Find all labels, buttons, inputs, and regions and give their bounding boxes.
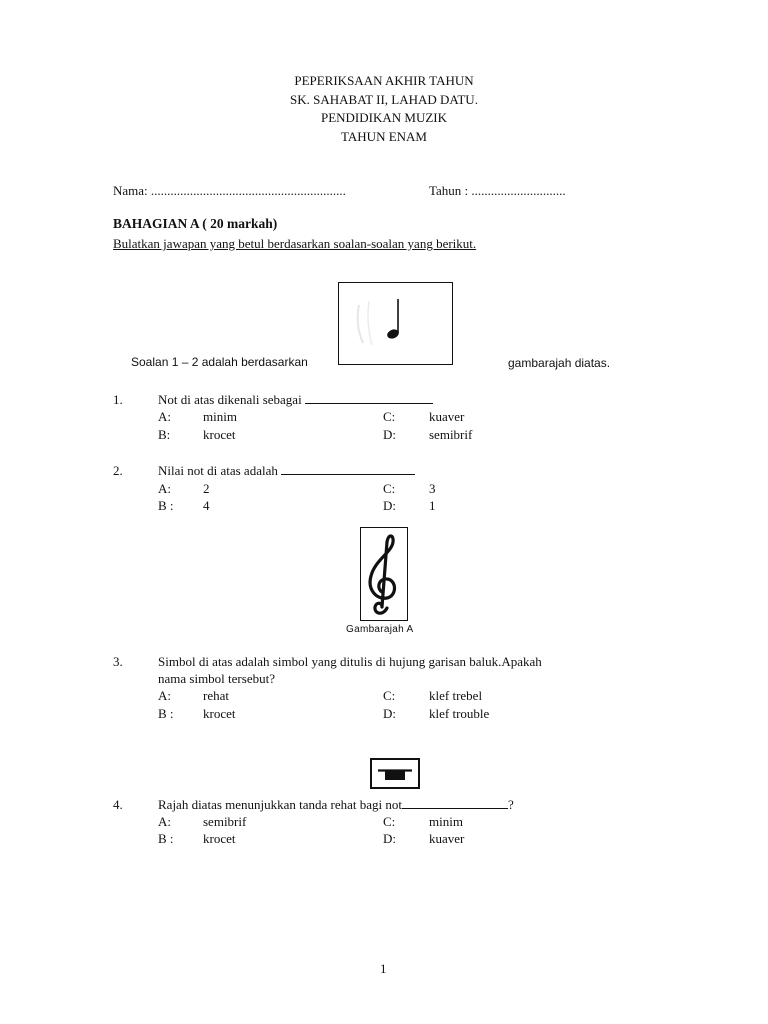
q1-answer-blank — [305, 403, 433, 404]
q1-option-a: minim — [203, 409, 237, 424]
q4-option-a: semibrif — [203, 814, 247, 829]
q4-number: 4. — [113, 797, 123, 812]
q2-option-a: 2 — [203, 481, 210, 496]
header-line-3: PENDIDIKAN MUZIK — [320, 110, 447, 125]
q4-option-b-label: B : — [158, 831, 174, 846]
q2-option-b-label: B : — [158, 498, 174, 513]
page-number: 1 — [380, 961, 387, 976]
q4-option-d: kuaver — [429, 831, 465, 846]
treble-clef-figure-frame — [360, 527, 408, 621]
exam-header — [0, 72, 768, 146]
q4-option-b: krocet — [203, 831, 236, 846]
q4-option-a-label: A: — [158, 814, 171, 829]
q3-option-d-label: D: — [383, 706, 396, 721]
figure1-caption-left: Soalan 1 – 2 adalah berdasarkan — [131, 355, 308, 369]
crotchet-figure-frame — [338, 282, 453, 365]
q2-text — [158, 463, 415, 479]
q3-option-c: klef trebel — [429, 688, 483, 703]
q3-option-b-label: B : — [158, 706, 174, 721]
section-instruction: Bulatkan jawapan yang betul berdasarkan soalan-soalan yang berikut. — [113, 236, 477, 251]
figure2-caption: Gambarajah A — [346, 624, 414, 635]
q4-question: Rajah diatas menunjukkan tanda rehat bagi not — [158, 797, 403, 812]
q2-option-c-label: C: — [383, 481, 396, 496]
q4-option-c: minim — [429, 814, 463, 829]
q1-option-a-label: A: — [158, 409, 171, 424]
q4-answer-blank — [402, 808, 508, 809]
q2-option-a-label: A: — [158, 481, 171, 496]
header-line-1: PEPERIKSAAN AKHIR TAHUN — [294, 73, 474, 88]
treble-clef-icon — [361, 528, 406, 619]
q3-number: 3. — [113, 654, 123, 669]
q2-number: 2. — [113, 463, 123, 478]
q1-option-b: krocet — [203, 427, 236, 442]
section-title: BAHAGIAN A ( 20 markah) — [113, 216, 278, 231]
q1-option-d-label: D: — [383, 427, 396, 442]
q4-option-d-label: D: — [383, 831, 396, 846]
q1-question: Not di atas dikenali sebagai — [158, 392, 302, 407]
crotchet-note-icon — [339, 283, 451, 363]
year-field: Tahun : ............................. — [429, 183, 566, 198]
q2-option-b: 4 — [203, 498, 210, 513]
q1-text — [158, 392, 433, 408]
q2-option-c: 3 — [429, 481, 436, 496]
name-field: Nama: ............................................................ — [113, 183, 346, 198]
q1-option-c-label: C: — [383, 409, 396, 424]
q4-text — [158, 797, 514, 813]
q1-option-d: semibrif — [429, 427, 473, 442]
q3-text-line1: Simbol di atas adalah simbol yang ditulis di hujung garisan baluk.Apakah — [158, 654, 542, 669]
q1-option-b-label: B: — [158, 427, 171, 442]
q2-question: Nilai not di atas adalah — [158, 463, 278, 478]
q2-answer-blank — [281, 474, 415, 475]
q4-question-end: ? — [508, 797, 514, 812]
q3-text-line2: nama simbol tersebut? — [158, 671, 275, 686]
q3-option-d: klef trouble — [429, 706, 490, 721]
q2-option-d-label: D: — [383, 498, 396, 513]
q1-number: 1. — [113, 392, 123, 407]
q3-option-a-label: A: — [158, 688, 171, 703]
q3-option-c-label: C: — [383, 688, 396, 703]
q3-option-a: rehat — [203, 688, 229, 703]
q2-option-d: 1 — [429, 498, 436, 513]
q4-option-c-label: C: — [383, 814, 396, 829]
q3-option-b: krocet — [203, 706, 236, 721]
header-line-2: SK. SAHABAT II, LAHAD DATU. — [290, 91, 478, 107]
rest-figure-frame — [370, 758, 420, 789]
minim-rest-icon — [372, 760, 418, 787]
header-line-4: TAHUN ENAM — [341, 128, 427, 144]
figure1-caption-right: gambarajah diatas. — [508, 356, 611, 370]
q1-option-c: kuaver — [429, 409, 465, 424]
